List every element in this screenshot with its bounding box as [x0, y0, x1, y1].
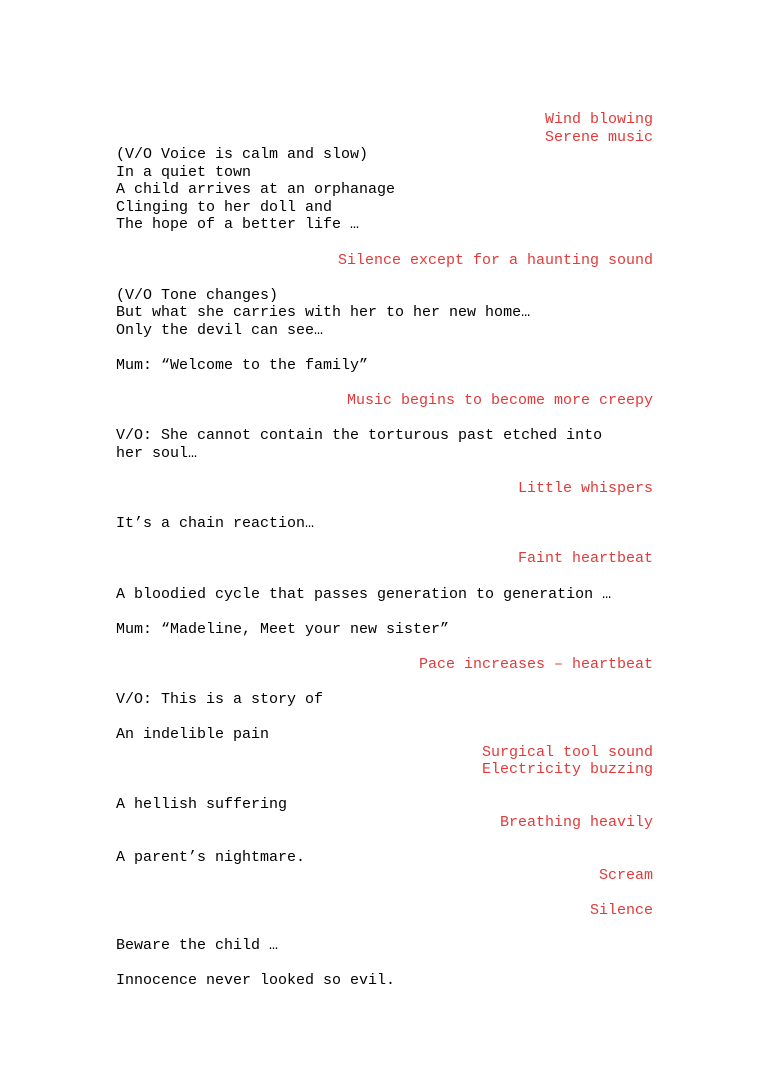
line-devil: Only the devil can see… [116, 322, 324, 339]
sound-cue-little-whispers: Little whispers [517, 480, 653, 497]
sound-cue-music-creepy: Music begins to become more creepy [346, 392, 653, 409]
direction-vo-tone: (V/O Tone changes) [116, 287, 279, 304]
sound-cue-serene-music: Serene music [544, 129, 653, 146]
line-quiet-town: In a quiet town [116, 164, 252, 181]
sound-cue-wind-blowing: Wind blowing [544, 111, 653, 128]
direction-vo-calm: (V/O Voice is calm and slow) [116, 146, 369, 163]
sound-cue-silence: Silence [589, 902, 653, 919]
line-chain: It’s a chain reaction… [116, 515, 315, 532]
sound-cue-electricity: Electricity buzzing [481, 761, 653, 778]
line-hope: The hope of a better life … [116, 216, 360, 233]
line-vo-contain: V/O: She cannot contain the torturous past etched into [116, 427, 603, 444]
sound-cue-silence-haunting: Silence except for a haunting sound [337, 252, 653, 269]
sound-cue-pace-increases: Pace increases – heartbeat [418, 656, 653, 673]
sound-cue-faint-heartbeat: Faint heartbeat [517, 550, 653, 567]
line-hellish: A hellish suffering [116, 796, 288, 813]
sound-cue-breathing: Breathing heavily [499, 814, 653, 831]
line-indelible: An indelible pain [116, 726, 270, 743]
line-beware: Beware the child … [116, 937, 279, 954]
line-clinging: Clinging to her doll and [116, 199, 333, 216]
line-vo-story: V/O: This is a story of [116, 691, 324, 708]
sound-cue-scream: Scream [598, 867, 653, 884]
line-innocence: Innocence never looked so evil. [116, 972, 396, 989]
line-soul: her soul… [116, 445, 198, 462]
line-nightmare: A parent’s nightmare. [116, 849, 306, 866]
line-mum-welcome: Mum: “Welcome to the family” [116, 357, 369, 374]
line-child-arrives: A child arrives at an orphanage [116, 181, 396, 198]
line-mum-madeline: Mum: “Madeline, Meet your new sister” [116, 621, 450, 638]
line-cycle: A bloodied cycle that passes generation to generation … [116, 586, 612, 603]
sound-cue-surgical-tool: Surgical tool sound [481, 744, 653, 761]
line-carries: But what she carries with her to her new home… [116, 304, 531, 321]
